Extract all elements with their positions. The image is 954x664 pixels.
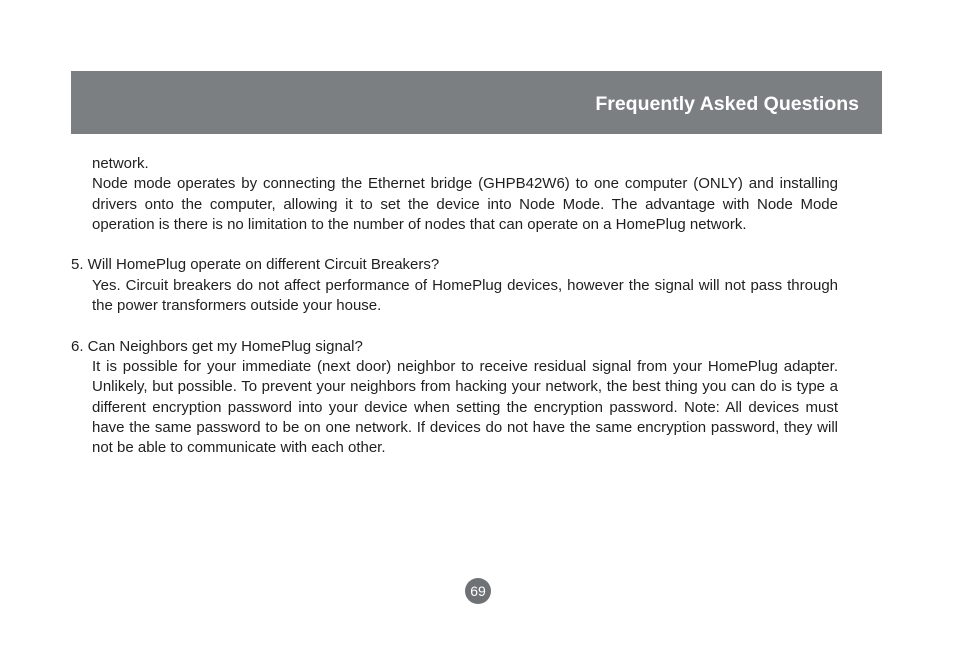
page-title: Frequently Asked Questions <box>595 93 859 115</box>
faq-content <box>71 154 838 458</box>
spacer <box>71 235 838 255</box>
spacer <box>71 316 838 336</box>
question-5: 5. Will HomePlug operate on different Circuit Breakers? <box>71 256 440 274</box>
question-6: 6. Can Neighbors get my HomePlug signal? <box>71 337 363 355</box>
answer-6: It is possible for your immediate (next door) neighbor to receive residual signal from your HomePlug adapter. Unlikely, but possible. To prevent your neighbors from hacking your network, the best thing you can do is type a different encryption password into your device when setting the encryption password. Note: All devices must have the same password to be on one network. If devices do not have the same encryption password, they will not be able to communicate with each other. <box>92 357 838 457</box>
header-bar <box>71 71 882 134</box>
answer-5: Yes. Circuit breakers do not affect performance of HomePlug devices, however the signal will not pass through the power transformers outside your house. <box>92 276 838 315</box>
page-number-badge: 69 <box>465 578 491 604</box>
continuation-lead: network. <box>92 155 149 172</box>
node-mode-paragraph: Node mode operates by connecting the Ethernet bridge (GHPB42W6) to one computer (ONLY) and installing drivers onto the computer, allowing it to set the device into Node Mode. The advantage with Node Mode operation is there is no limitation to the number of nodes that can operate on a HomePlug network. <box>92 175 838 233</box>
